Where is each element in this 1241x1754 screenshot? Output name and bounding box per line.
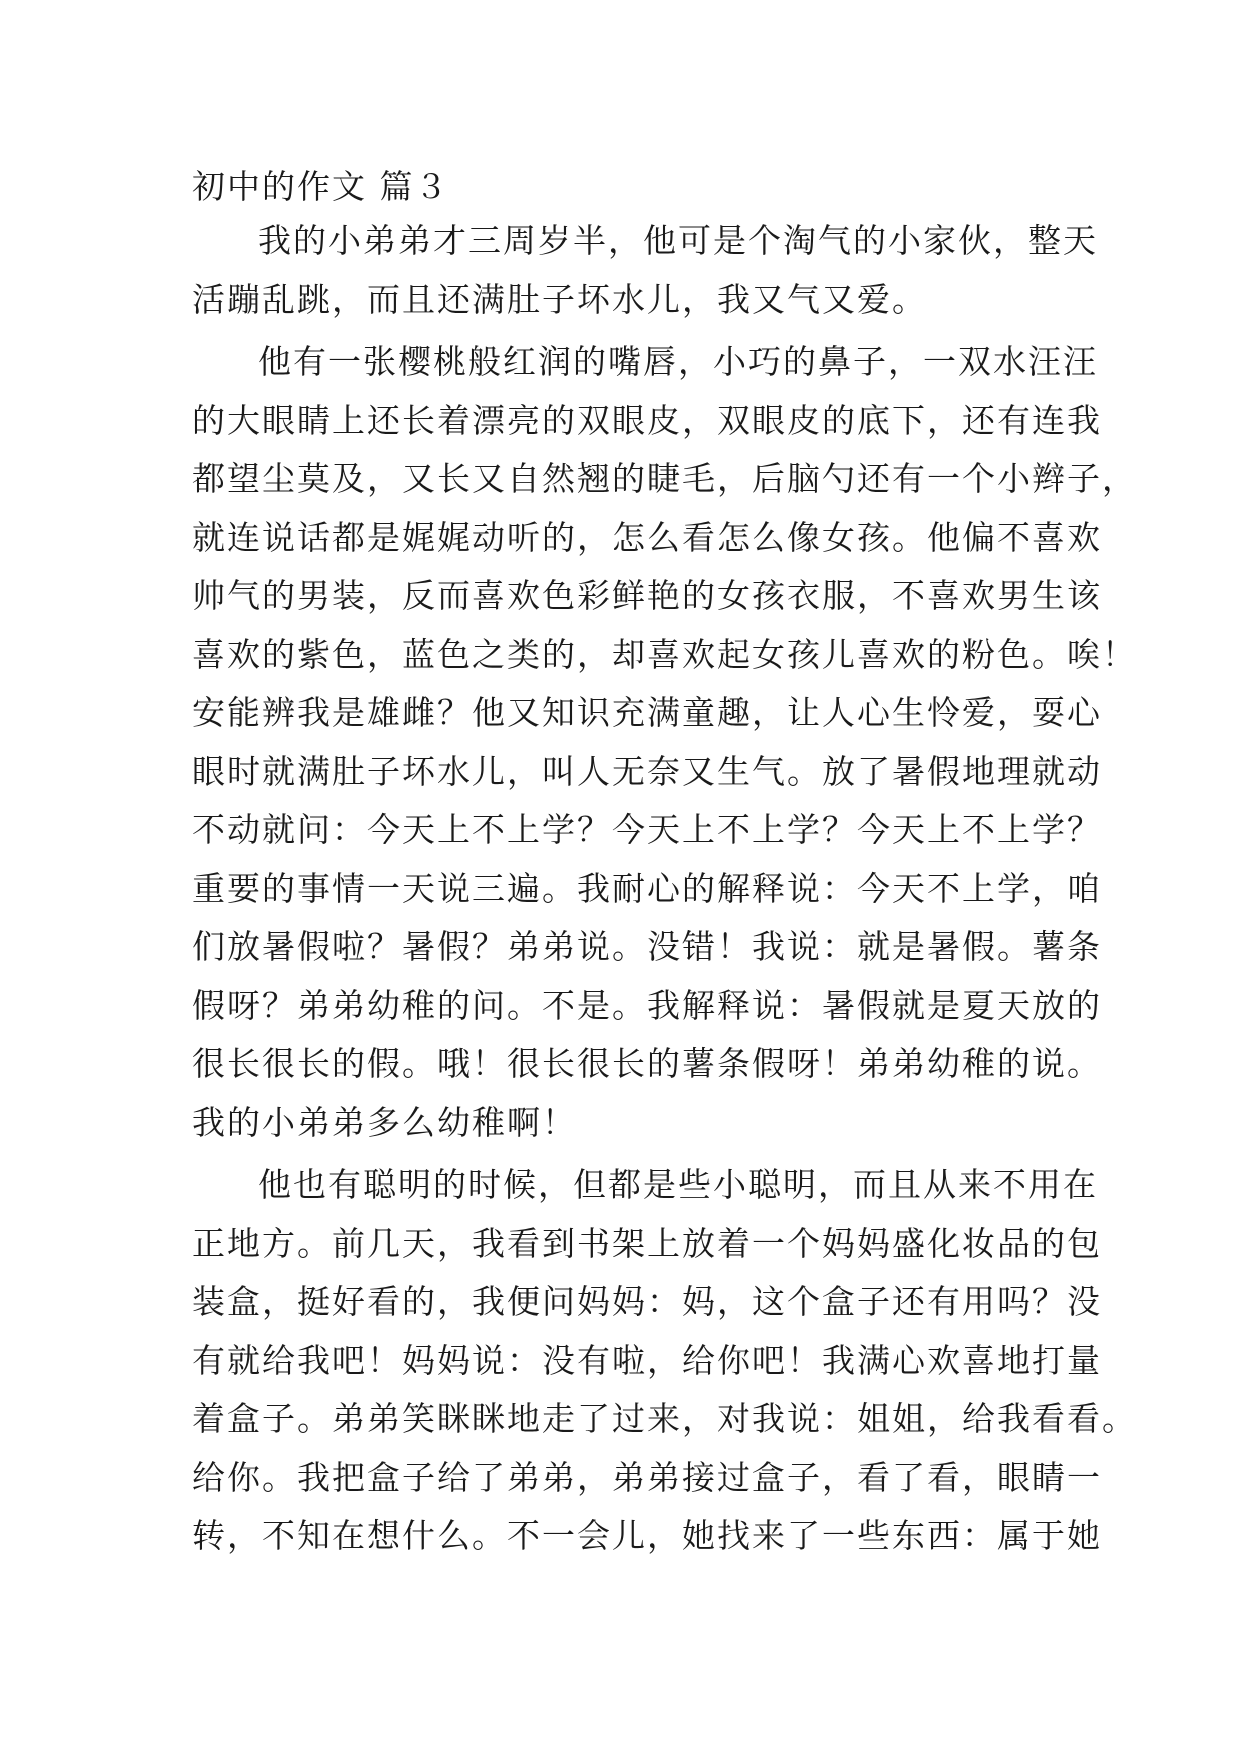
paragraph <box>192 212 1098 329</box>
text-line: 不动就问：今天上不上学？今天上不上学？今天上不上学？ <box>192 810 1102 849</box>
text-line: 着盒子。弟弟笑眯眯地走了过来，对我说：姐姐，给我看看。 <box>192 1399 1137 1438</box>
text-line: 们放暑假啦？暑假？弟弟说。没错！我说：就是暑假。薯条 <box>192 927 1102 966</box>
paragraph <box>192 1156 1137 1566</box>
essay-title: 初中的作文 篇３ <box>192 167 450 206</box>
text-line: 装盒，挺好看的，我便问妈妈：妈，这个盒子还有用吗？没 <box>192 1282 1102 1321</box>
text-line: 活蹦乱跳，而且还满肚子坏水儿，我又气又爱。 <box>192 279 927 319</box>
text-line: 假呀？弟弟幼稚的问。不是。我解释说：暑假就是夏天放的 <box>192 985 1102 1025</box>
paragraph-container <box>192 212 1137 1566</box>
text-line: 有就给我吧！妈妈说：没有啦，给你吧！我满心欢喜地打量 <box>192 1340 1102 1380</box>
text-line: 很长很长的假。哦！很长很长的薯条假呀！弟弟幼稚的说。 <box>192 1044 1102 1083</box>
text-line: 重要的事情一天说三遍。我耐心的解释说：今天不上学，咱 <box>192 868 1102 908</box>
text-line: 给你。我把盒子给了弟弟，弟弟接过盒子，看了看，眼睛一 <box>192 1457 1102 1497</box>
text-line: 安能辨我是雄雌？他又知识充满童趣，让人心生怜爱，耍心 <box>192 693 1102 732</box>
paragraph <box>192 333 1137 1152</box>
text-line: 都望尘莫及，又长又自然翘的睫毛，后脑勺还有一个小辫子， <box>192 459 1137 498</box>
text-line: 我的小弟弟多么幼稚啊！ <box>192 1102 577 1142</box>
text-line: 他有一张樱桃般红润的嘴唇，小巧的鼻子，一双水汪汪 <box>258 342 1098 381</box>
text-line: 我的小弟弟才三周岁半，他可是个淘气的小家伙，整天 <box>258 221 1098 260</box>
text-line: 他也有聪明的时候，但都是些小聪明，而且从来不用在 <box>258 1165 1098 1204</box>
text-line: 眼时就满肚子坏水儿，叫人无奈又生气。放了暑假地理就动 <box>192 751 1102 791</box>
text-line: 的大眼睛上还长着漂亮的双眼皮，双眼皮的底下，还有连我 <box>192 400 1102 440</box>
text-line: 帅气的男装，反而喜欢色彩鲜艳的女孩衣服，不喜欢男生该 <box>192 576 1102 615</box>
text-line: 喜欢的紫色，蓝色之类的，却喜欢起女孩儿喜欢的粉色。唉！ <box>192 634 1137 674</box>
text-line: 就连说话都是娓娓动听的，怎么看怎么像女孩。他偏不喜欢 <box>192 517 1102 557</box>
text-line: 转，不知在想什么。不一会儿，她找来了一些东西：属于她 <box>192 1516 1102 1555</box>
text-line: 正地方。前几天，我看到书架上放着一个妈妈盛化妆品的包 <box>192 1223 1102 1263</box>
document-body <box>192 162 1137 1570</box>
